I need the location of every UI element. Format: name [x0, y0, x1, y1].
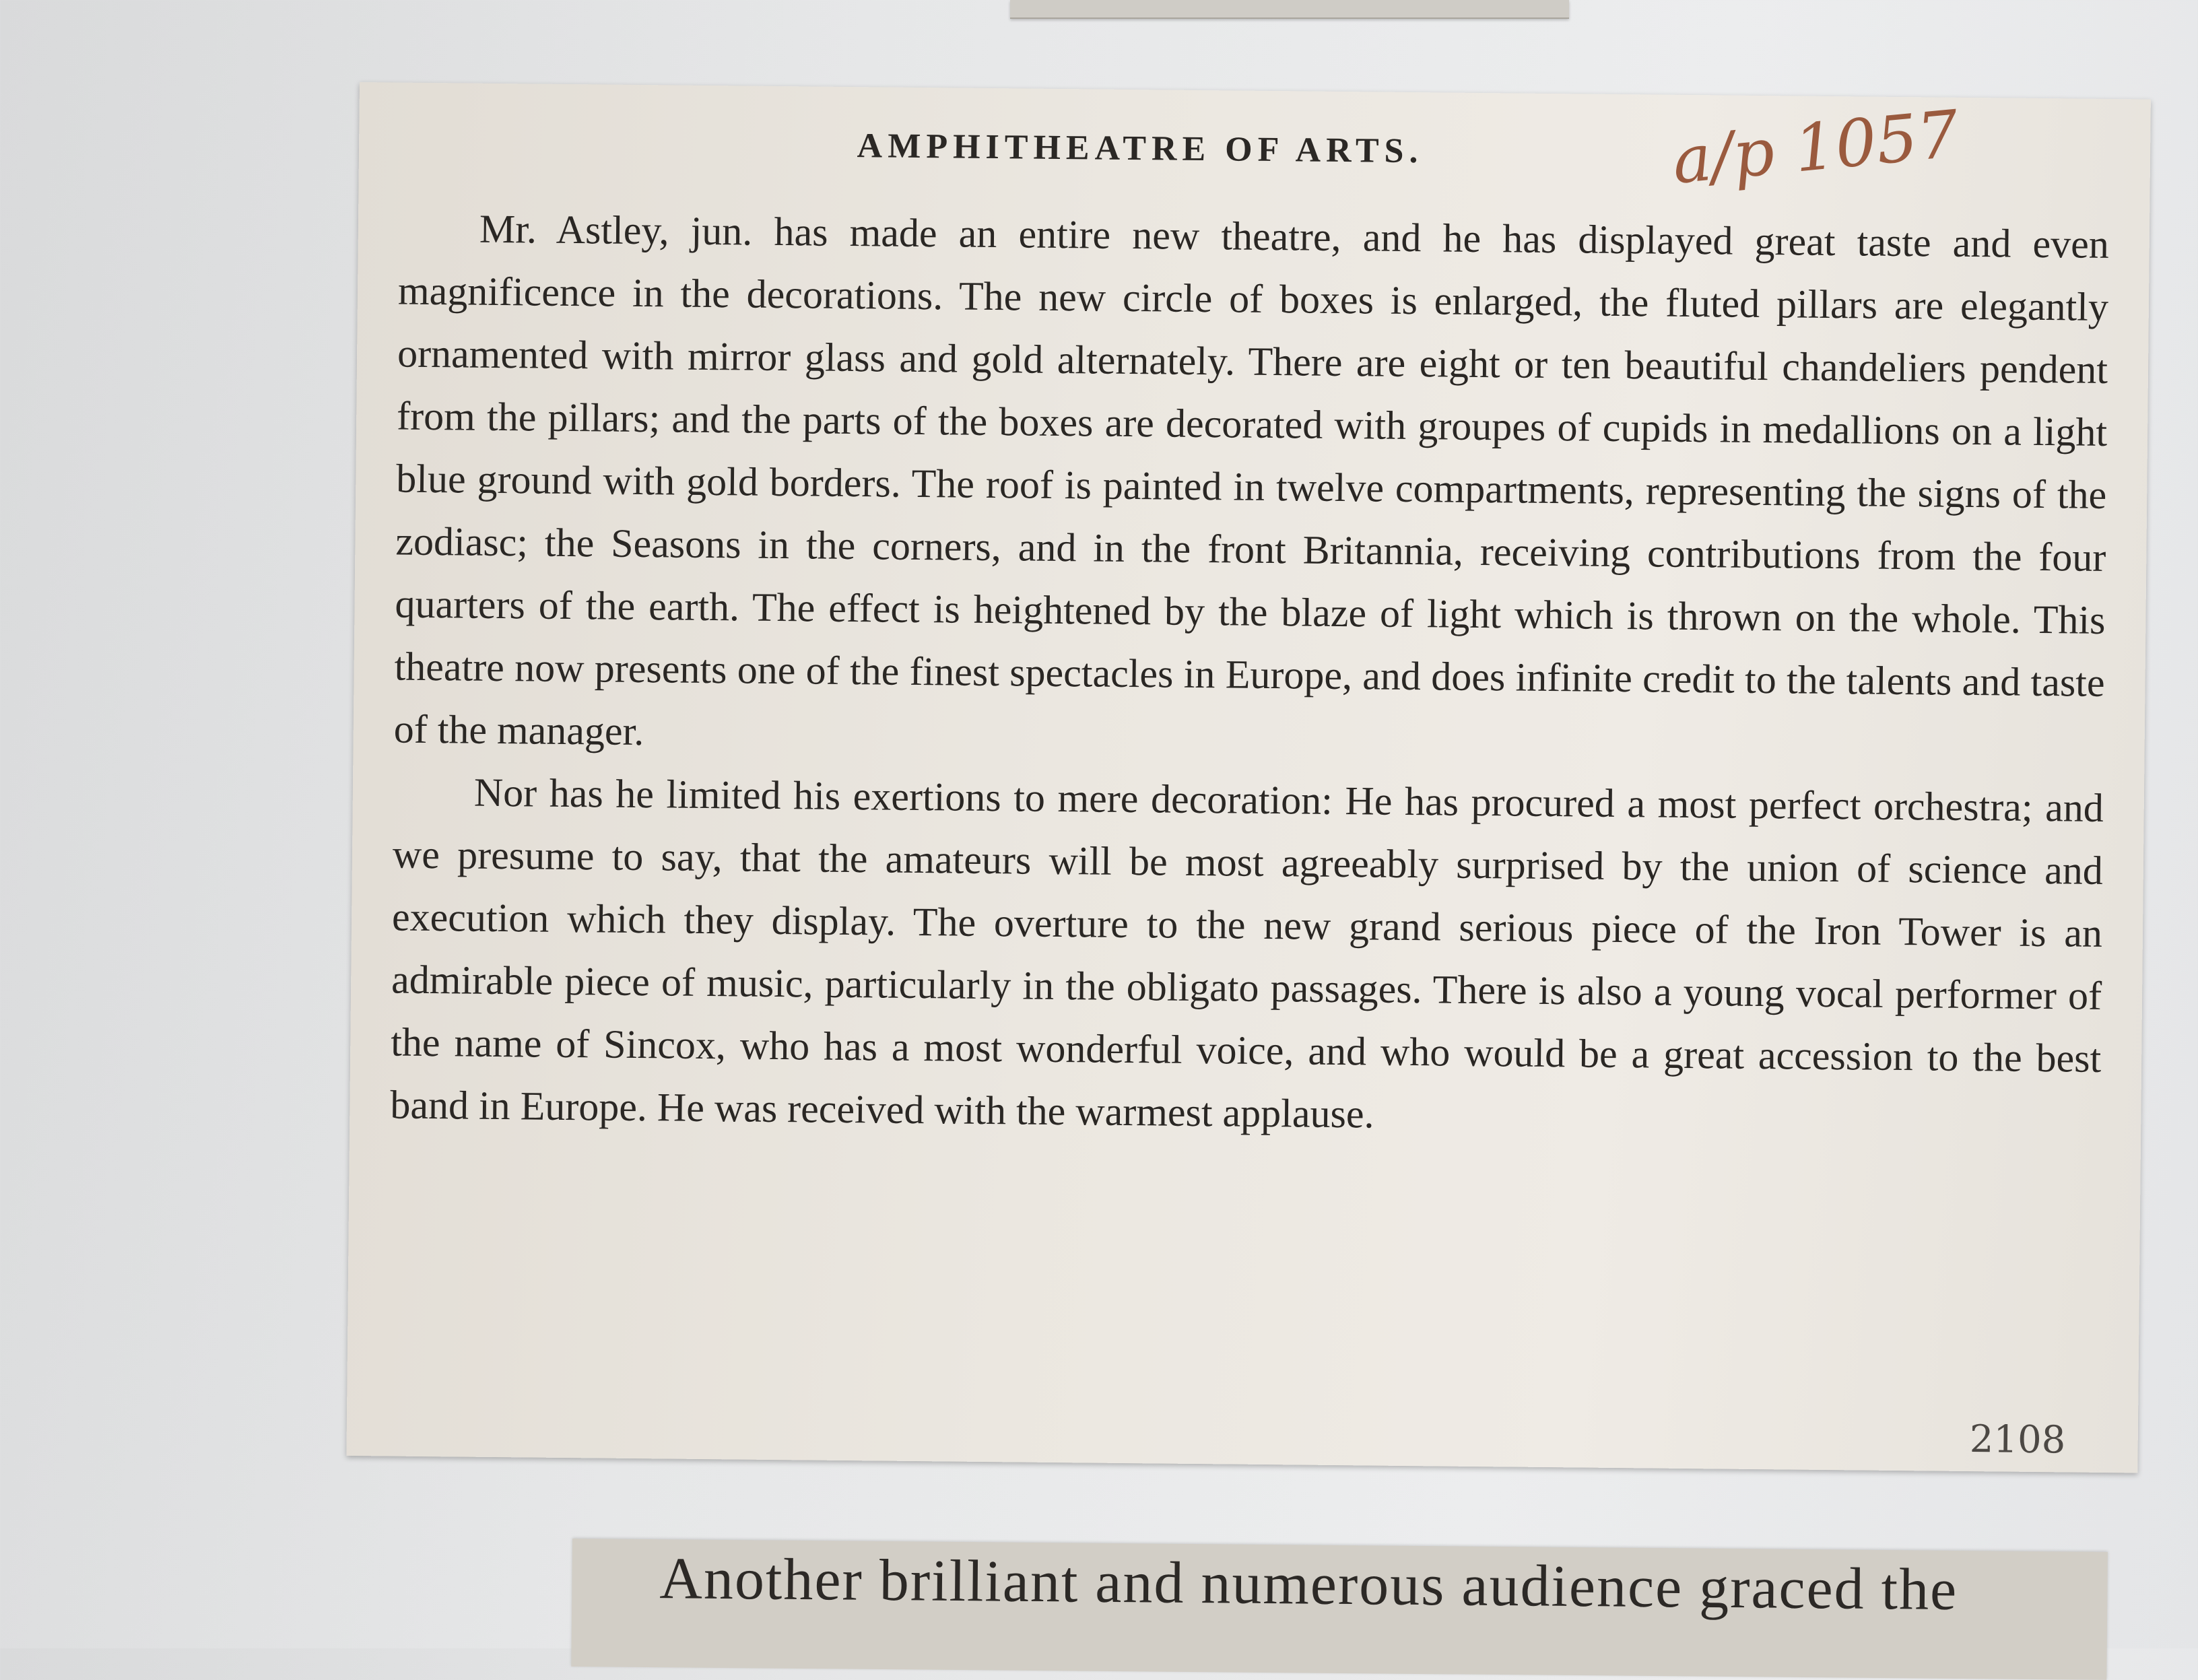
article-body	[390, 197, 2109, 1153]
newspaper-clipping	[346, 82, 2150, 1473]
article-title: AMPHITHEATRE OF ARTS.	[857, 127, 1424, 171]
article-paragraph-2: Nor has he limited his exertions to mere decoration: He has procured a most perfect orchestra; and we presume to say, that the amateurs will be most agreeably surprised by the union of science and execution which they display. The overture to the new grand serious piece of the Iron Tower is an admirable piece of music, particularly in the obligato passages. There is also a young vocal performer of the name of Sincox, who has a most wonderful voice, and who would be a great accession to the best band in Europe. He was received with the warmest applause.	[390, 770, 2104, 1137]
next-clipping	[571, 1539, 2108, 1680]
previous-clipping-edge	[1010, 0, 1569, 19]
next-clipping-text: Another brilliant and numerous audience graced the	[659, 1546, 1958, 1623]
article-paragraph-1: Mr. Astley, jun. has made an entire new theatre, and he has displayed great taste and even magnificence in the decorations. The new circle of boxes is enlarged, the fluted pillars are elegantly ornamented with mirror glass and gold alternately. There are eight or ten beautiful chandeliers pendent from the pillars; and the parts of the boxes are decorated with groupes of cupids in medallions on a light blue ground with gold borders. The roof is painted in twelve compartments, representing the signs of the zodiasc; the Seasons in the corners, and in the front Britannia, receiving contributions from the four quarters of the earth. The effect is heightened by the blaze of light which is thrown on the whole. This theatre now presents one of the finest spectacles in Europe, and does infinite credit to the talents and taste of the manager.	[393, 206, 2110, 754]
handwritten-annotation: a/p 1057	[1669, 96, 1962, 199]
page-number: 2108	[1969, 1417, 2066, 1463]
